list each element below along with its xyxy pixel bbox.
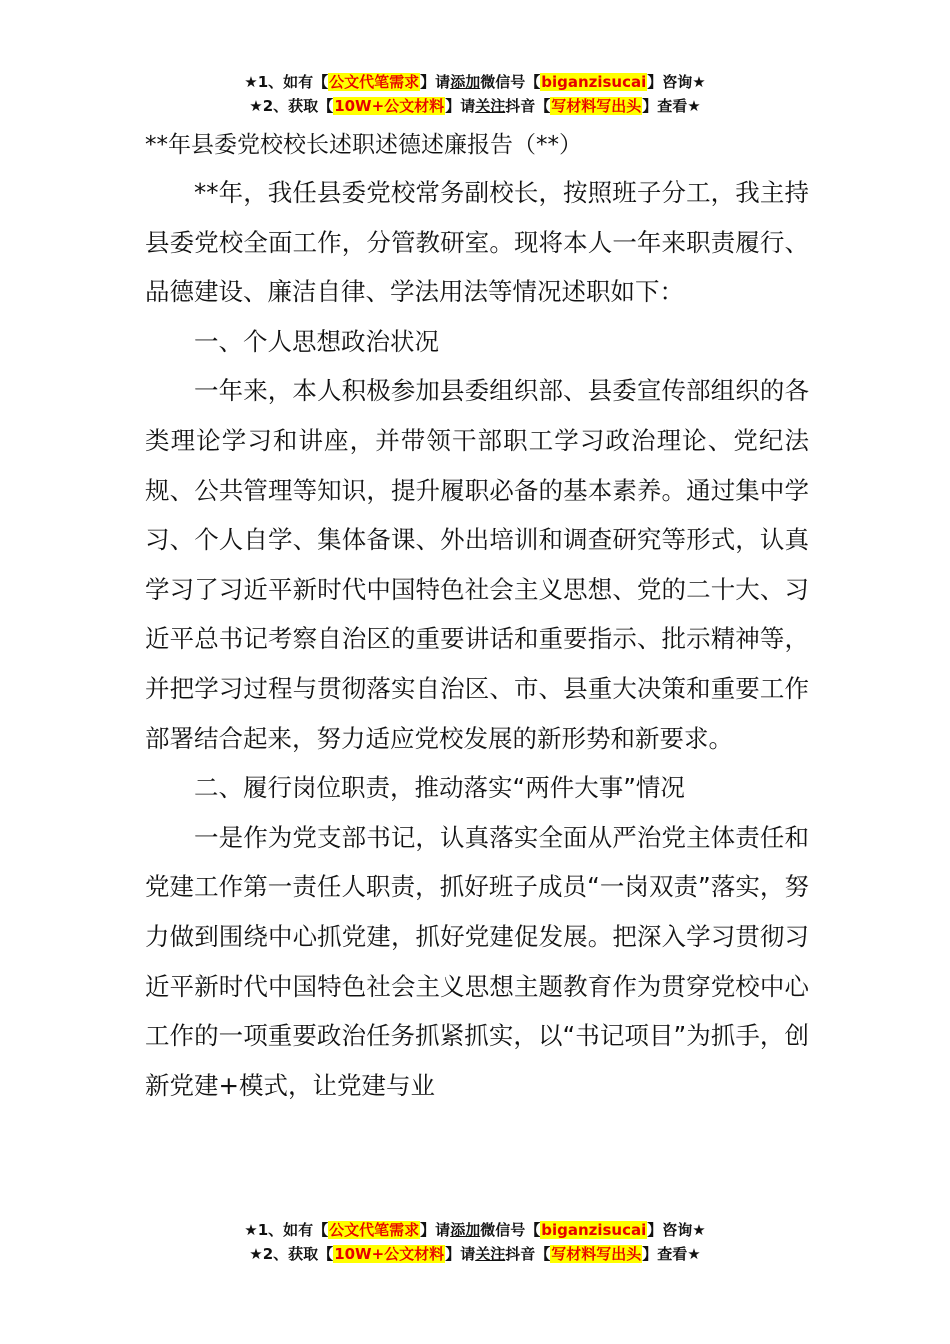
banner-text: 】咨询★ <box>647 73 706 91</box>
banner-line-1 <box>0 1218 950 1242</box>
banner-underlined-text: 关注 <box>475 97 506 115</box>
section-1-paragraph: 一年来，本人积极参加县委组织部、县委宣传部组织的各类理论学习和讲座，并带领干部职工学习政治理论、党纪法规、公共管理等知识，提升履职必备的基本素养。通过集中学习、个人自学、集体备课、外出培训和调查研究等形式，认真学习了习近平新时代中国特色社会主义思想、党的二十大、习近平总书记考察自治区的重要讲话和重要指示、批示精神等，并把学习过程与贯彻落实自治区、市、县重大决策和重要工作部署结合起来，努力适应党校发展的新形势和新要求。 <box>145 376 809 753</box>
banner-underlined-text: 关注 <box>475 1245 506 1263</box>
section-2-heading: 二、履行岗位职责，推动落实“两件大事”情况 <box>194 773 685 803</box>
banner-underlined-text: 添加 <box>450 73 481 91</box>
banner-text: ★2、获取【 <box>249 97 334 115</box>
douyin-id-highlight: 写材料写出头 <box>551 1245 642 1263</box>
banner-text: 】查看★ <box>642 1245 701 1263</box>
banner-text: ★2、获取【 <box>249 1245 334 1263</box>
top-banner <box>0 70 950 118</box>
banner-text: ★1、如有【 <box>244 1221 329 1239</box>
banner-text: ★1、如有【 <box>244 73 329 91</box>
section-1-heading: 一、个人思想政治状况 <box>194 326 439 356</box>
section-2-paragraph: 一是作为党支部书记，认真落实全面从严治党主体责任和党建工作第一责任人职责，抓好班子成员“一岗双责”落实，努力做到围绕中心抓党建，抓好党建促发展。把深入学习贯彻习近平新时代中国特色社会主义思想主题教育作为贯穿党校中心工作的一项重要政治任务抓紧抓实，以“书记项目”为抓手，创新党建+模式，让党建与业 <box>145 822 809 1100</box>
wechat-id-highlight: biganzisucai <box>541 73 647 91</box>
banner-highlight: 公文代笔需求 <box>329 73 420 91</box>
banner-text: 抖音【 <box>505 97 551 115</box>
banner-text: 】请 <box>445 97 476 115</box>
banner-text: 】请 <box>420 1221 451 1239</box>
wechat-id-highlight: biganzisucai <box>541 1221 647 1239</box>
banner-line-1 <box>0 70 950 94</box>
banner-text: 】请 <box>420 73 451 91</box>
banner-underlined-text: 添加 <box>450 1221 481 1239</box>
banner-line-2 <box>0 94 950 118</box>
document-title: **年县委党校校长述职述德述廉报告（**） <box>145 132 582 158</box>
banner-text: 微信号【 <box>480 1221 541 1239</box>
banner-highlight: 10W+公文材料 <box>334 1245 445 1263</box>
banner-line-2 <box>0 1242 950 1266</box>
banner-text: 】查看★ <box>642 97 701 115</box>
banner-highlight: 10W+公文材料 <box>334 97 445 115</box>
document-body <box>145 122 809 1110</box>
intro-paragraph: **年，我任县委党校常务副校长，按照班子分工，我主持县委党校全面工作，分管教研室。现将本人一年来职责履行、品德建设、廉洁自律、学法用法等情况述职如下： <box>145 178 809 307</box>
douyin-id-highlight: 写材料写出头 <box>551 97 642 115</box>
banner-text: 微信号【 <box>480 73 541 91</box>
banner-text: 】请 <box>445 1245 476 1263</box>
banner-text: 】咨询★ <box>647 1221 706 1239</box>
banner-text: 抖音【 <box>505 1245 551 1263</box>
banner-highlight: 公文代笔需求 <box>329 1221 420 1239</box>
bottom-banner <box>0 1218 950 1266</box>
